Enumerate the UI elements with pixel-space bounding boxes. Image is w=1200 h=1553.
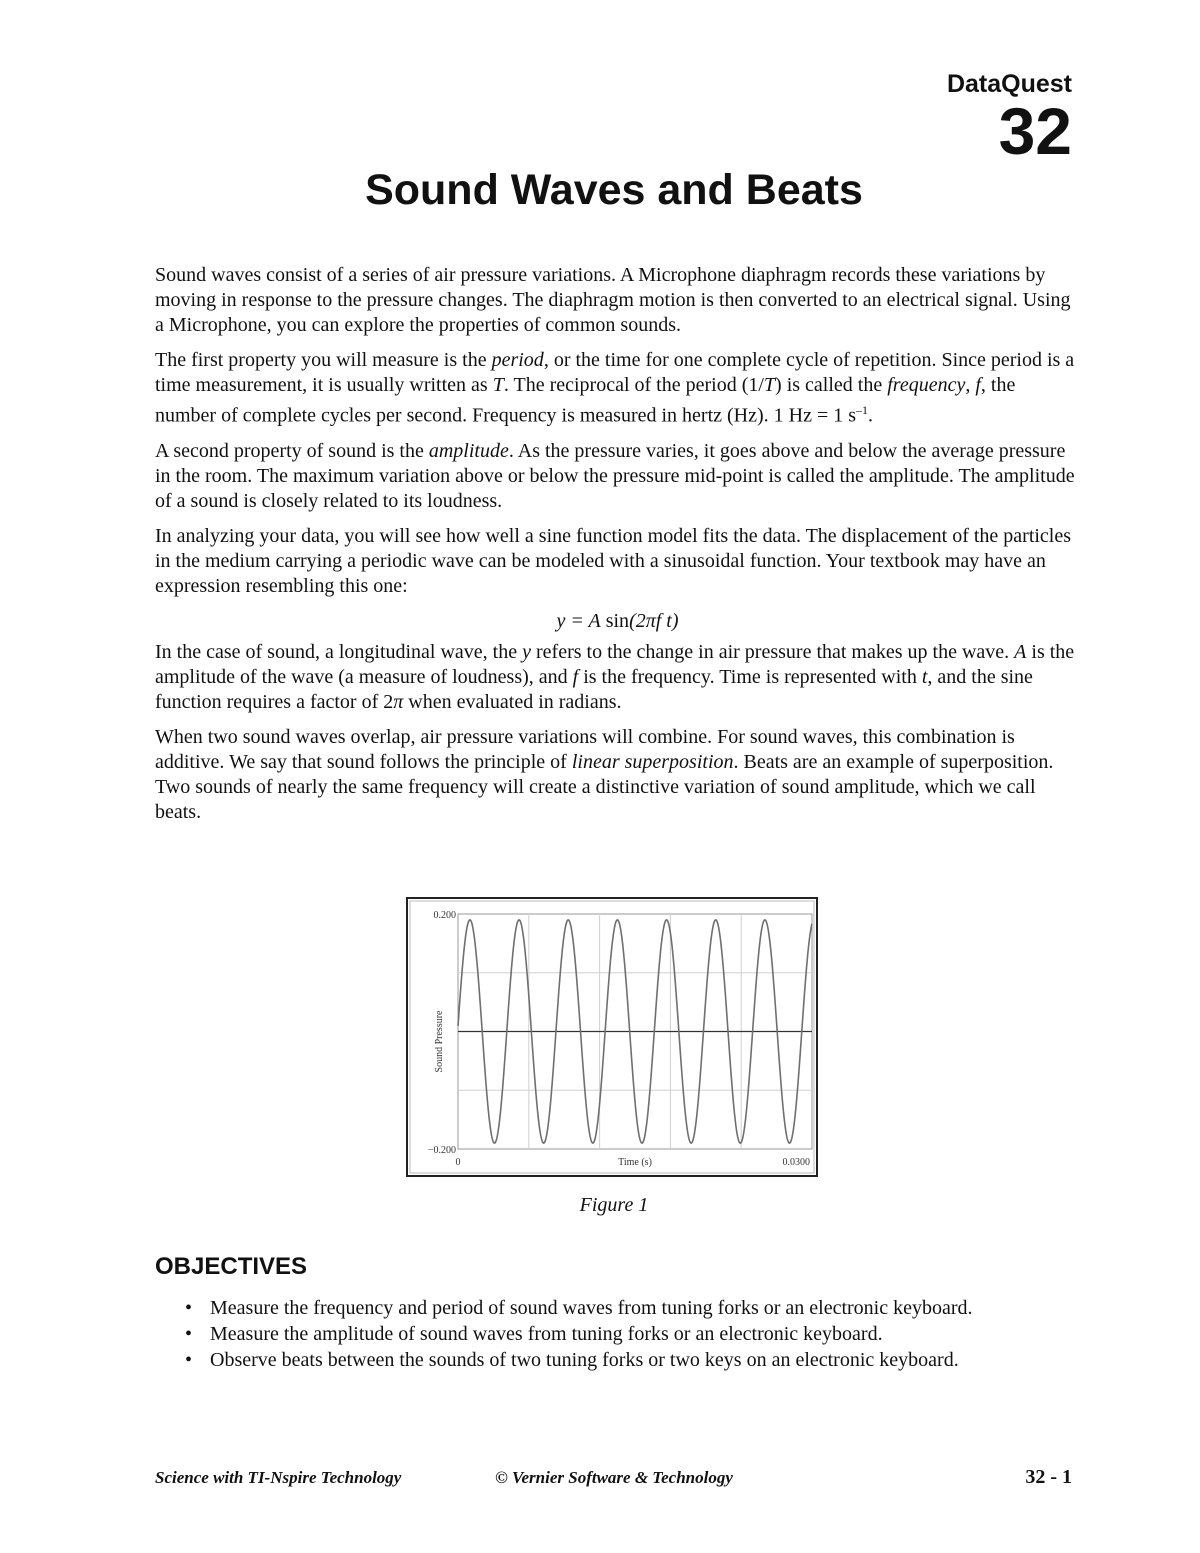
bullet: •	[185, 1323, 193, 1345]
series-name: DataQuest	[946, 70, 1072, 98]
variables-paragraph: In the case of sound, a longitudinal wave, the y refers to the change in air pressure that makes up the wave. A is the amplitude of the wave (a measure of loudness), and f is the frequency. Time is represented with t, and the sine function requires a factor of 2π when evaluated in radians.	[155, 640, 1075, 713]
x-tick-right: 0.0300	[782, 1157, 810, 1168]
objective-item: • Observe beats between the sounds of two tuning forks or two keys on an electronic keyboard.	[185, 1349, 959, 1371]
y-tick-bottom: −0.200	[427, 1145, 456, 1156]
sound-wave-chart	[406, 897, 818, 1177]
objective-item: • Measure the amplitude of sound waves from tuning forks or an electronic keyboard.	[185, 1323, 883, 1345]
page-title: Sound Waves and Beats	[365, 166, 863, 214]
model-paragraph: In analyzing your data, you will see how well a sine function model fits the data. The displacement of the particles in the medium carrying a periodic wave can be modeled with a sinusoidal function. Your textbook may have an expression resembling this one:	[155, 524, 1072, 597]
footer-page-number: 32 - 1	[1025, 1466, 1072, 1488]
figure-caption: Figure 1	[579, 1194, 649, 1216]
period-paragraph: The first property you will measure is the period, or the time for one complete cycle of repetition. Since period is a time measurement, it is usually written as T. The reciprocal of the period (1/T) is called the frequency, f, the number of complete cycles per second. Frequency is measured in hertz (Hz). 1 Hz = 1 $s^{-1}$.	[155, 349, 1075, 427]
objectives-heading: OBJECTIVES	[155, 1253, 308, 1280]
sine-equation: y = A sin(2πf t)	[556, 609, 679, 632]
intro-paragraph: Sound waves consist of a series of air pressure variations. A Microphone diaphragm records these variations by moving in response to the pressure changes. The diaphragm motion is then converted to an electrical signal. Using a Microphone, you can explore the properties of common sounds.	[155, 264, 1071, 336]
x-tick-left: 0	[455, 1157, 461, 1168]
superposition-paragraph: When two sound waves overlap, air pressure variations will combine. For sound waves, this combination is additive. We say that sound follows the principle of linear superposition. Beats are an example of superposition. Two sounds of nearly the same frequency will create a distinctive variation of sound amplitude, which we call beats.	[155, 725, 1054, 823]
amplitude-paragraph: A second property of sound is the amplitude. As the pressure varies, it goes above and below the average pressure in the room. The maximum variation above or below the pressure mid-point is called the amplitude. The amplitude of a sound is closely related to its loudness.	[155, 439, 1075, 512]
chapter-number: 32	[998, 94, 1072, 168]
objective-item: • Measure the frequency and period of sound waves from tuning forks or an electronic keyboard.	[185, 1297, 973, 1319]
bullet: •	[185, 1349, 193, 1371]
body-text-top	[155, 263, 1080, 835]
y-tick-top: 0.200	[433, 910, 456, 921]
x-axis-label: Time (s)	[618, 1157, 652, 1168]
footer-copyright: © Vernier Software & Technology	[495, 1468, 733, 1487]
bullet: •	[185, 1297, 193, 1319]
chart-svg	[408, 899, 816, 1175]
objectives-list	[185, 1296, 1045, 1374]
y-axis-label: Sound Pressure	[434, 1010, 445, 1073]
footer-book-title: Science with TI-Nspire Technology	[155, 1468, 402, 1487]
